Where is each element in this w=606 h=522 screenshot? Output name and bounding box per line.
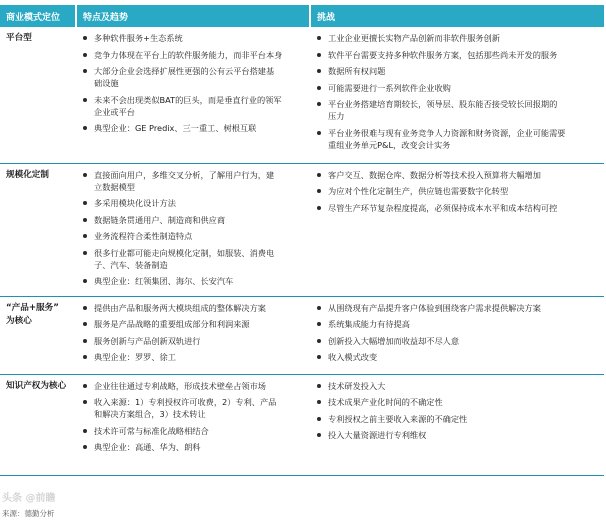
list-item: 系统集成能力有待提高 [316, 318, 602, 330]
list-item: 软件平台需要支持多种软件服务方案，包括那些尚未开发的服务 [316, 49, 602, 61]
list-item: 数据所有权问题 [316, 65, 602, 77]
challenges-list [316, 169, 602, 214]
list-item: 尽管生产环节复杂程度提高，必须保持成本水平和成本结构可控 [316, 202, 602, 214]
model-name: “产品+服务” 为核心 [0, 296, 76, 374]
traits-list [82, 380, 308, 454]
challenges-list [316, 380, 602, 442]
challenges-list [316, 32, 602, 151]
list-item: 可能需要进行一系列软件企业收购 [316, 82, 602, 94]
table-row [0, 296, 604, 374]
list-item: 多种软件服务+生态系统 [82, 32, 308, 44]
traits-cell [76, 27, 310, 163]
business-model-table [0, 5, 604, 476]
list-item: 收入模式改变 [316, 351, 602, 363]
header-challenges: 挑战 [310, 5, 604, 27]
model-name: 规模化定制 [0, 163, 76, 296]
challenges-cell [310, 374, 604, 475]
list-item: 很多行业都可能走向规模化定制，如服装、消费电 子、汽车、装备制造 [82, 247, 308, 271]
challenges-list [316, 302, 602, 364]
model-name: 平台型 [0, 27, 76, 163]
list-item: 专利授权之前主要收入来源的不确定性 [316, 413, 602, 425]
table-header-row [0, 5, 604, 27]
list-item: 典型企业：高通、华为、朗科 [82, 441, 308, 453]
watermark: 头条 @前瞻 [2, 493, 56, 504]
list-item: 业务流程符合柔性制造特点 [82, 230, 308, 242]
list-item: 直接面向用户，多维交叉分析，了解用户行为，建 立数据模型 [82, 169, 308, 193]
list-item: 数据链条贯通用户、制造商和供应商 [82, 214, 308, 226]
list-item: 技术成果产业化时间的不确定性 [316, 396, 602, 408]
list-item: 平台业务很难与现有业务竞争人力资源和财务资源，企业可能需要 重组业务单元P&L，改变会计实务 [316, 127, 602, 151]
list-item: 技术许可常与标准化战略相结合 [82, 425, 308, 437]
table-row [0, 27, 604, 163]
traits-cell [76, 296, 310, 374]
list-item: 从围绕现有产品提升客户体验到围绕客户需求提供解决方案 [316, 302, 602, 314]
source-note: 来源：德勤分析 [2, 509, 55, 518]
list-item: 服务创新与产品创新双轨进行 [82, 335, 308, 347]
list-item: 客户交互、数据仓库、数据分析等技术投入预算将大幅增加 [316, 169, 602, 181]
list-item: 技术研发投入大 [316, 380, 602, 392]
header-model: 商业模式定位 [0, 5, 76, 27]
traits-list [82, 302, 308, 364]
list-item: 典型企业：GE Predix、三一重工、树根互联 [82, 122, 308, 134]
list-item: 竞争力体现在平台上的软件服务能力，而非平台本身 [82, 49, 308, 61]
table-row [0, 163, 604, 296]
list-item: 典型企业：罗罗、徐工 [82, 351, 308, 363]
list-item: 收入来源：1）专利授权许可收费，2）专利、产品 和解决方案组合，3）技术转让 [82, 396, 308, 420]
list-item: 未来不会出现类似BAT的巨头，而是垂直行业的领军 企业或平台 [82, 94, 308, 118]
traits-cell [76, 163, 310, 296]
challenges-cell [310, 163, 604, 296]
challenges-cell [310, 27, 604, 163]
traits-list [82, 169, 308, 288]
list-item: 服务是产品战略的重要组成部分和利润来源 [82, 318, 308, 330]
model-name: 知识产权为核心 [0, 374, 76, 475]
list-item: 创新投入大幅增加而收益却不尽人意 [316, 335, 602, 347]
challenges-cell [310, 296, 604, 374]
list-item: 典型企业：红领集团、海尔、长安汽车 [82, 275, 308, 287]
traits-cell [76, 374, 310, 475]
traits-list [82, 32, 308, 134]
list-item: 工业企业更擅长实物产品创新而非软件服务创新 [316, 32, 602, 44]
list-item: 为应对个性化定制生产，供应链也需要数字化转型 [316, 185, 602, 197]
list-item: 投入大量资源进行专利维权 [316, 429, 602, 441]
list-item: 提供由产品和服务两大模块组成的整体解决方案 [82, 302, 308, 314]
header-traits: 特点及趋势 [76, 5, 310, 27]
list-item: 企业往往通过专利战略，形成技术壁垒占领市场 [82, 380, 308, 392]
list-item: 多采用模块化设计方法 [82, 197, 308, 209]
table-row [0, 374, 604, 475]
list-item: 平台业务搭建培育期较长，领导层、股东能否接受较长回报期的 压力 [316, 98, 602, 122]
list-item: 大部分企业会选择扩展性更强的公有云平台搭建基 础设施 [82, 65, 308, 89]
